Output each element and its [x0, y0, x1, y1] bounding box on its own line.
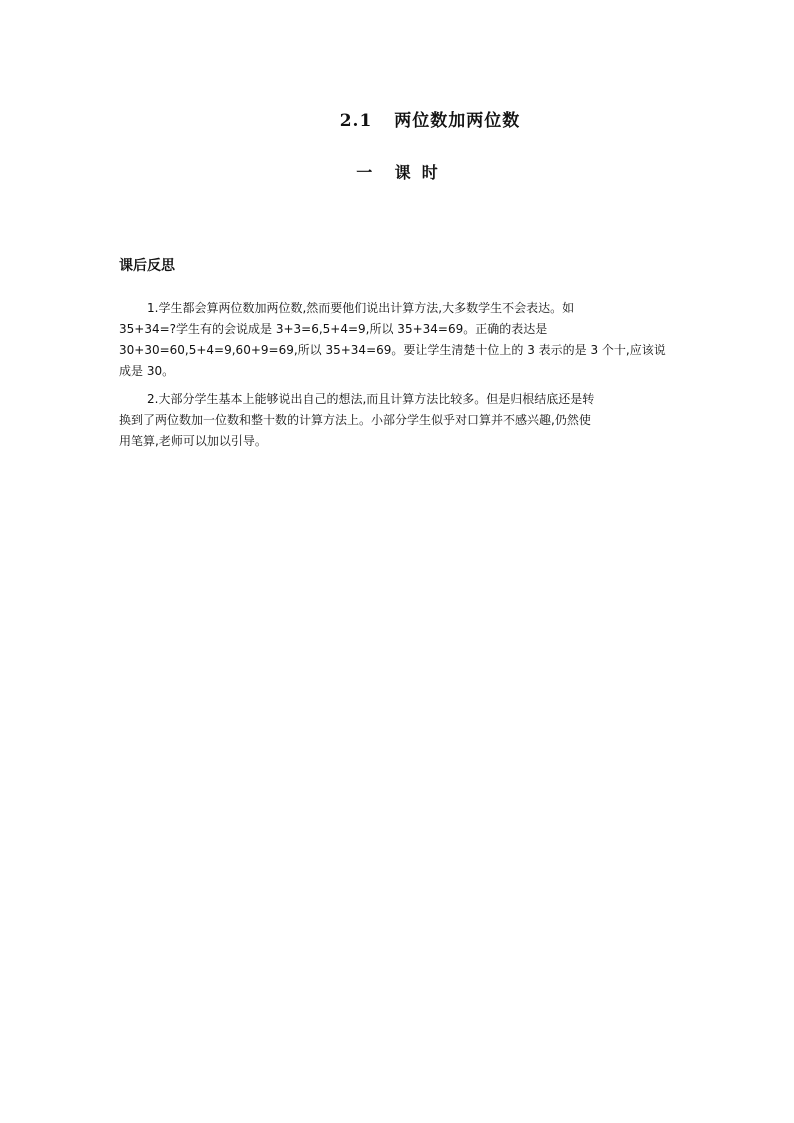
page-title [0, 106, 794, 131]
paragraph-line: 2.大部分学生基本上能够说出自己的想法,而且计算方法比较多。但是归根结底还是转 [147, 392, 595, 406]
title-number: 2.1 [339, 111, 373, 131]
paragraph-line: 1.学生都会算两位数加两位数,然而要他们说出计算方法,大多数学生不会表达。如 [147, 301, 575, 315]
paragraph-line: 用笔算,老师可以加以引导。 [119, 434, 267, 448]
paragraph-2 [119, 389, 679, 452]
paragraph-line: 30+30=60,5+4=9,60+9=69,所以 35+34=69。要让学生清楚十位上的 3 表示的是 3 个十,应该说 [119, 343, 666, 357]
paragraph-line: 成是 30。 [119, 364, 175, 378]
section-heading: 课后反思 [119, 258, 175, 274]
paragraph-line: 35+34=?学生有的会说成是 3+3=6,5+4=9,所以 35+34=69。正确的表达是 [119, 322, 548, 336]
lesson-subtitle: 一 课 时 [356, 163, 438, 182]
title-text: 两位数加两位数 [394, 111, 521, 131]
paragraph-line: 换到了两位数加一位数和整十数的计算方法上。小部分学生似乎对口算并不感兴趣,仍然使 [119, 413, 591, 427]
paragraph-1 [119, 298, 679, 382]
reflection-body [119, 298, 679, 459]
